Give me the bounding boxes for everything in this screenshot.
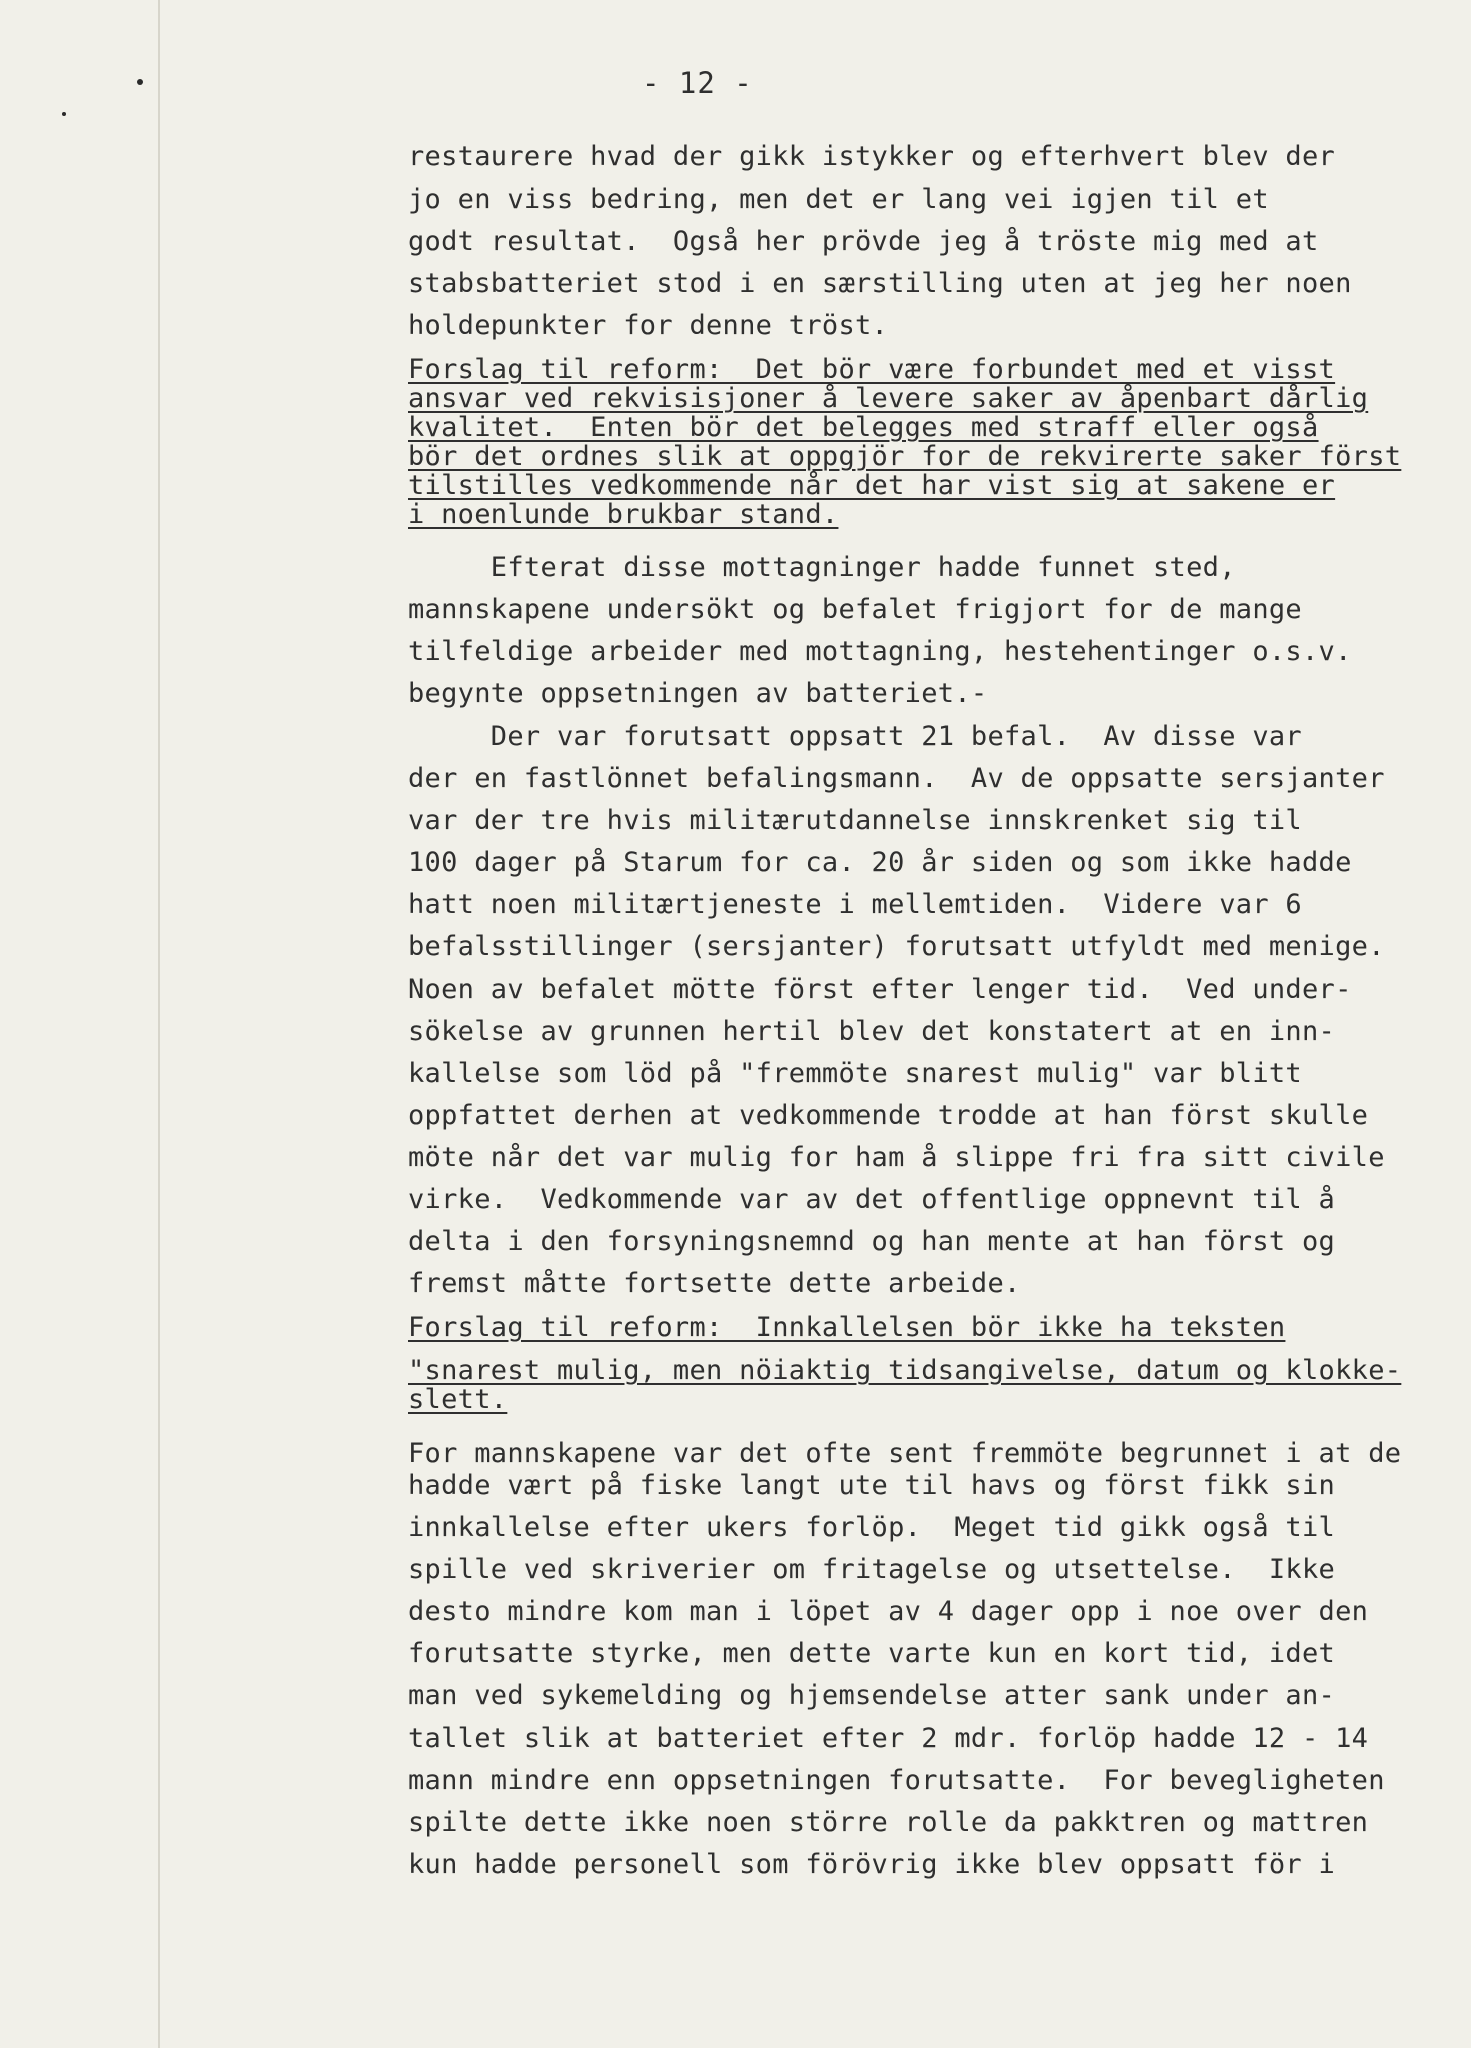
reform-proposal-line: Forslag til reform: Det bör være forbundet med et visst — [408, 354, 1336, 385]
text-line: innkallelse efter ukers forlöp. Meget tid gikk også til — [408, 1512, 1336, 1543]
text-line: stabsbatteriet stod i en særstilling uten at jeg her noen — [408, 268, 1352, 299]
text-line: befalsstillinger (sersjanter) forutsatt utfyldt med menige. — [408, 931, 1385, 962]
reform-proposal-line: slett. — [408, 1384, 508, 1415]
punch-mark — [62, 112, 66, 116]
reform-proposal-line: "snarest mulig, men nöiaktig tidsangivelse, datum og klokke- — [408, 1355, 1402, 1386]
text-line: desto mindre kom man i löpet av 4 dager opp i noe over den — [408, 1596, 1369, 1627]
text-line: hadde vært på fiske langt ute til havs og först fikk sin — [408, 1470, 1336, 1501]
text-line: virke. Vedkommende var av det offentlige oppnevnt til å — [408, 1184, 1336, 1215]
text-line: kallelse som löd på "fremmöte snarest mulig" var blitt — [408, 1058, 1302, 1089]
reform-proposal-line: Forslag til reform: Innkallelsen bör ikke ha teksten — [408, 1312, 1286, 1343]
reform-proposal-line: ansvar ved rekvisisjoner å levere saker av åpenbart dårlig — [408, 383, 1369, 414]
text-line: 100 dager på Starum for ca. 20 år siden og som ikke hadde — [408, 847, 1352, 878]
reform-proposal-line: tilstilles vedkommende når det har vist sig at sakene er — [408, 470, 1336, 501]
reform-proposal-line: bör det ordnes slik at oppgjör for de rekvirerte saker först — [408, 441, 1402, 472]
text-line: möte når det var mulig for ham å slippe fri fra sitt civile — [408, 1142, 1385, 1173]
reform-proposal-line: i noenlunde brukbar stand. — [408, 499, 839, 530]
text-line: spille ved skriverier om fritagelse og utsettelse. Ikke — [408, 1554, 1336, 1585]
text-line: begynte oppsetningen av batteriet.- — [408, 678, 988, 709]
text-line: delta i den forsyningsnemnd og han mente at han först og — [408, 1226, 1336, 1257]
binding-margin-line — [158, 0, 160, 2048]
text-line: spilte dette ikke noen större rolle da pakktren og mattren — [408, 1807, 1369, 1838]
text-line: Der var forutsatt oppsatt 21 befal. Av disse var — [408, 721, 1302, 752]
text-line: fremst måtte fortsette dette arbeide. — [408, 1268, 1021, 1299]
text-line: var der tre hvis militærutdannelse innskrenket sig til — [408, 805, 1302, 836]
text-line: kun hadde personell som förövrig ikke blev oppsatt för i — [408, 1849, 1336, 1880]
text-line: der en fastlönnet befalingsmann. Av de oppsatte sersjanter — [408, 763, 1385, 794]
text-line: tilfeldige arbeider med mottagning, hestehentinger o.s.v. — [408, 636, 1352, 667]
text-line: godt resultat. Også her prövde jeg å tröste mig med at — [408, 226, 1319, 257]
text-line: Efterat disse mottagninger hadde funnet sted, — [408, 552, 1236, 583]
text-line: mannskapene undersökt og befalet frigjort for de mange — [408, 594, 1302, 625]
text-line: oppfattet derhen at vedkommende trodde at han först skulle — [408, 1100, 1369, 1131]
text-line: For mannskapene var det ofte sent fremmöte begrunnet i at de — [408, 1438, 1402, 1469]
text-line: holdepunkter for denne tröst. — [408, 310, 889, 341]
text-line: tallet slik at batteriet efter 2 mdr. forlöp hadde 12 - 14 — [408, 1723, 1369, 1754]
page-number: - 12 - — [642, 66, 753, 100]
punch-mark — [137, 79, 143, 85]
text-line: man ved sykemelding og hjemsendelse atter sank under an- — [408, 1680, 1336, 1711]
text-line: mann mindre enn oppsetningen forutsatte. For bevegligheten — [408, 1765, 1385, 1796]
reform-proposal-line: kvalitet. Enten bör det belegges med straff eller også — [408, 412, 1319, 443]
text-line: restaurere hvad der gikk istykker og efterhvert blev der — [408, 141, 1336, 172]
text-line: forutsatte styrke, men dette varte kun en kort tid, idet — [408, 1638, 1336, 1669]
text-line: jo en viss bedring, men det er lang vei igjen til et — [408, 184, 1269, 215]
text-line: sökelse av grunnen hertil blev det konstatert at en inn- — [408, 1016, 1336, 1047]
text-line: Noen av befalet mötte först efter lenger tid. Ved under- — [408, 974, 1352, 1005]
text-line: hatt noen militærtjeneste i mellemtiden. Videre var 6 — [408, 889, 1302, 920]
